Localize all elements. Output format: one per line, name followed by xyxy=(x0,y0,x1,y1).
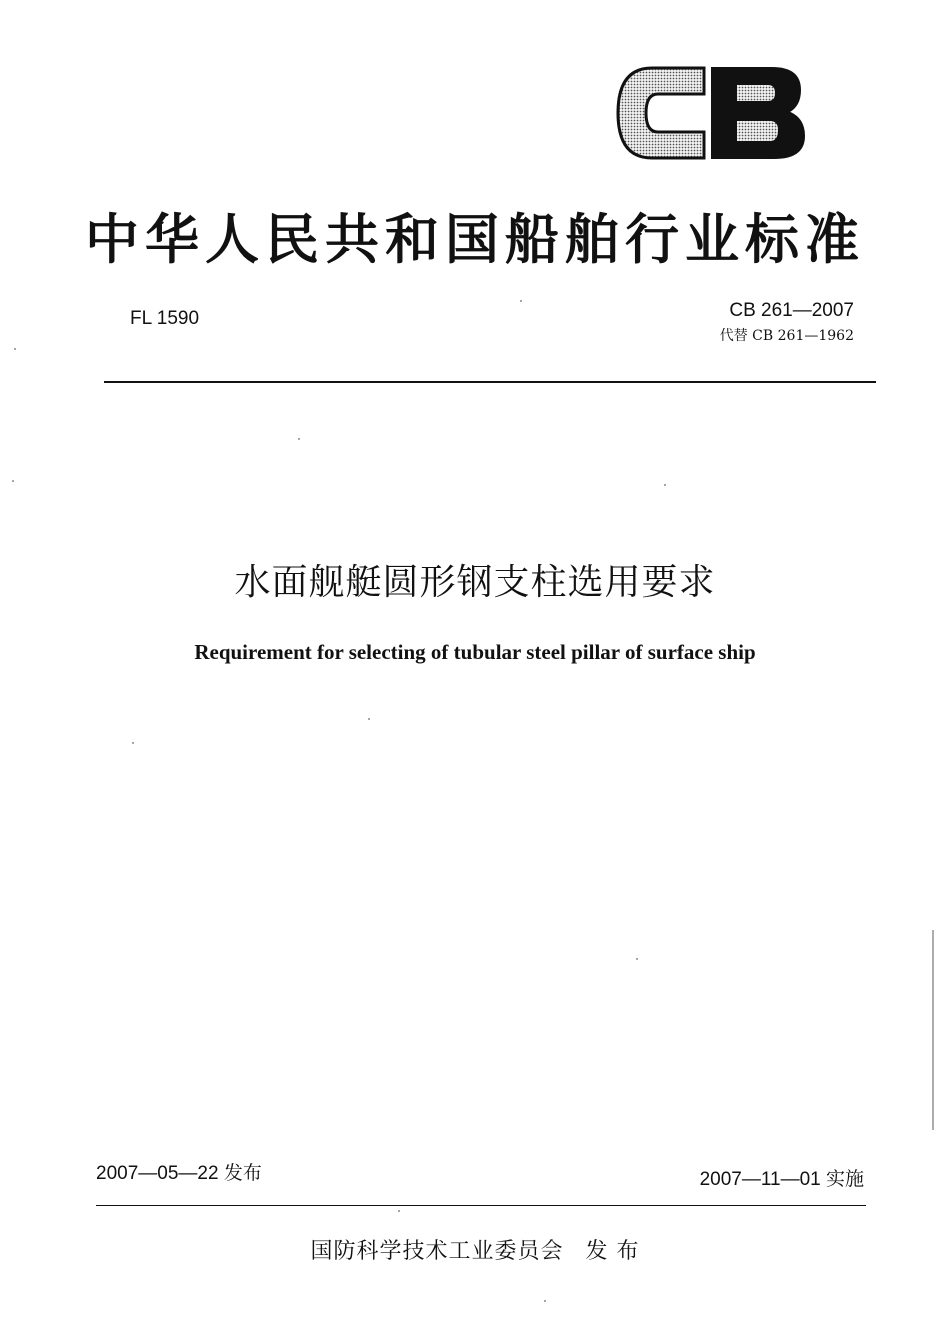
scan-speck xyxy=(14,348,16,350)
standard-title: 中华人民共和国船舶行业标准 xyxy=(85,208,865,271)
scan-speck xyxy=(298,438,300,440)
implementation-date: 2007—11—01 实施 xyxy=(699,1169,864,1190)
scan-speck xyxy=(132,742,134,744)
scan-speck xyxy=(12,480,14,482)
scan-speck xyxy=(544,1300,546,1302)
issue-date: 2007—05—22 发布 xyxy=(96,1163,262,1184)
scan-edge-mark xyxy=(932,930,934,1130)
logo-letter-c xyxy=(618,68,704,158)
cb-logo xyxy=(612,62,808,164)
scan-speck xyxy=(636,958,638,960)
scan-speck xyxy=(368,718,370,720)
publisher-action: 发 布 xyxy=(585,1239,640,1264)
document-title-chinese: 水面舰艇圆形钢支柱选用要求 xyxy=(234,562,716,603)
scan-speck xyxy=(664,484,666,486)
publisher-line xyxy=(0,1236,950,1268)
header-divider xyxy=(104,381,876,383)
document-title-english: Requirement for selecting of tubular steel pillar of surface ship xyxy=(194,640,756,664)
publisher-name: 国防科学技术工业委员会 xyxy=(310,1239,564,1264)
standard-number: CB 261—2007 xyxy=(729,300,854,321)
replaces-standard: 代替 CB 261—1962 xyxy=(719,328,854,344)
fl-classification-code: FL 1590 xyxy=(130,308,200,329)
scan-speck xyxy=(520,300,522,302)
scan-speck xyxy=(398,1210,400,1212)
logo-letter-b xyxy=(712,68,804,158)
footer-divider xyxy=(96,1205,866,1206)
